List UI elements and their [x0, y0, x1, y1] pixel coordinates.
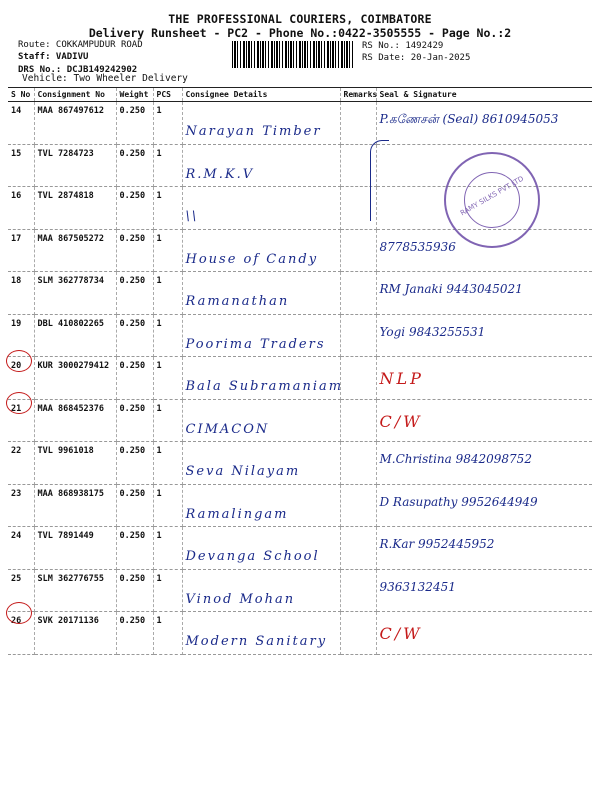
cell-pcs: 1 [153, 187, 182, 230]
route-info [18, 40, 143, 77]
cell-sno: 16 [8, 187, 34, 230]
handwritten-consignee: \\ [185, 209, 199, 224]
handwritten-signature: R.Kar 9952445952 [379, 537, 495, 551]
cell-remarks [340, 102, 376, 145]
page-subtitle: Delivery Runsheet - PC2 - Phone No.:0422-3505555 - Page No.:2 [88, 26, 512, 40]
vehicle-text: Vehicle: Two Wheeler Delivery [22, 73, 188, 84]
cell-weight: 0.250 [116, 399, 153, 442]
table-row [8, 527, 592, 570]
handwritten-consignee: R.M.K.V [185, 166, 255, 182]
cell-consignment: TVL 7891449 [34, 527, 116, 570]
cell-remarks [340, 229, 376, 272]
handwritten-signature: RM Janaki 9443045021 [379, 282, 523, 296]
cell-consignee [182, 102, 340, 145]
cell-consignment: MAA 867505272 [34, 229, 116, 272]
cell-weight: 0.250 [116, 357, 153, 400]
cell-remarks [340, 569, 376, 612]
cell-weight: 0.250 [116, 272, 153, 315]
table-row [8, 272, 592, 315]
cell-seal [376, 272, 592, 315]
cell-weight: 0.250 [116, 187, 153, 230]
cell-sno: 14 [8, 102, 34, 145]
cell-sno: 23 [8, 484, 34, 527]
handwritten-signature: 9363132451 [379, 579, 456, 594]
page-title: THE PROFESSIONAL COURIERS, COIMBATORE [168, 12, 432, 26]
cell-pcs: 1 [153, 229, 182, 272]
cell-consignment: SVK 20171136 [34, 612, 116, 655]
cell-weight: 0.250 [116, 612, 153, 655]
cell-weight: 0.250 [116, 144, 153, 187]
cell-pcs: 1 [153, 314, 182, 357]
cell-consignee [182, 612, 340, 655]
cell-seal [376, 357, 592, 400]
company-seal [444, 152, 540, 248]
cell-weight: 0.250 [116, 102, 153, 145]
cell-consignee [182, 272, 340, 315]
cell-consignment: KUR 3000279412 [34, 357, 116, 400]
drs-text: DRS No.: DCJB149242902 [18, 65, 138, 75]
handwritten-consignee: Bala Subramaniam [185, 379, 344, 394]
handwritten-consignee: House of Candy [185, 251, 319, 267]
handwritten-consignee: Seva Nilayam [185, 464, 301, 479]
red-circle-mark [6, 350, 32, 372]
cell-pcs: 1 [153, 442, 182, 485]
barcode [232, 41, 354, 68]
cell-weight: 0.250 [116, 484, 153, 527]
handwritten-signature: C/W [379, 411, 423, 431]
cell-consignee [182, 187, 340, 230]
table-row [8, 569, 592, 612]
header-weight: Weight [116, 88, 153, 102]
handwritten-signature: M.Christina 9842098752 [379, 452, 532, 466]
cell-sno: 18 [8, 272, 34, 315]
cell-pcs: 1 [153, 612, 182, 655]
cell-sno: 25 [8, 569, 34, 612]
header-pcs: PCS [153, 88, 182, 102]
cell-sno: 15 [8, 144, 34, 187]
handwritten-signature: C/W [379, 624, 423, 643]
cell-seal [376, 442, 592, 485]
red-circle-mark [6, 392, 32, 414]
cell-seal [376, 484, 592, 527]
header-sno: S No [8, 88, 34, 102]
cell-sno: 17 [8, 229, 34, 272]
rs-date: RS Date: 20-Jan-2025 [362, 53, 471, 63]
cell-sno: 22 [8, 442, 34, 485]
cell-pcs: 1 [153, 144, 182, 187]
handwritten-consignee: Ramanathan [185, 294, 290, 309]
cell-sno: 21 [8, 399, 34, 442]
handwritten-consignee: Poorima Traders [185, 336, 326, 352]
cell-pcs: 1 [153, 527, 182, 570]
cell-remarks [340, 527, 376, 570]
cell-remarks [340, 399, 376, 442]
cell-consignee [182, 442, 340, 485]
cell-consignee [182, 399, 340, 442]
bracket-mark [370, 140, 389, 221]
handwritten-consignee: CIMACON [185, 421, 270, 437]
handwritten-signature: D Rasupathy 9952644949 [379, 494, 538, 509]
handwritten-consignee: Narayan Timber [185, 124, 322, 139]
table-row [8, 357, 592, 400]
cell-consignee [182, 527, 340, 570]
table-row [8, 314, 592, 357]
cell-consignee [182, 484, 340, 527]
cell-pcs: 1 [153, 399, 182, 442]
table-row [8, 102, 592, 145]
cell-consignment: MAA 867497612 [34, 102, 116, 145]
cell-consignment: DBL 410802265 [34, 314, 116, 357]
cell-seal [376, 612, 592, 655]
cell-seal [376, 569, 592, 612]
cell-consignment: TVL 9961018 [34, 442, 116, 485]
cell-remarks [340, 442, 376, 485]
cell-sno: 26 [8, 612, 34, 655]
cell-seal [376, 314, 592, 357]
handwritten-consignee: Ramalingam [185, 506, 289, 522]
cell-sno: 24 [8, 527, 34, 570]
cell-consignment: MAA 868938175 [34, 484, 116, 527]
seal-text: RAMY SILKS PVT LTD [458, 174, 526, 218]
cell-consignment: TVL 7284723 [34, 144, 116, 187]
staff-text: Staff: VADIVU [18, 51, 89, 62]
cell-weight: 0.250 [116, 229, 153, 272]
cell-weight: 0.250 [116, 527, 153, 570]
handwritten-consignee: Devanga School [185, 549, 320, 564]
table-row [8, 484, 592, 527]
handwritten-signature: Yogi 9843255531 [379, 324, 486, 339]
handwritten-consignee: Modern Sanitary [185, 634, 328, 649]
table-row [8, 442, 592, 485]
cell-seal [376, 527, 592, 570]
cell-remarks [340, 612, 376, 655]
table-header-row [8, 88, 592, 102]
cell-consignee [182, 357, 344, 400]
handwritten-signature: P.கணேசன் (Seal) 8610945053 [379, 112, 559, 126]
cell-pcs: 1 [153, 272, 182, 315]
cell-consignee [182, 569, 340, 612]
cell-remarks [340, 272, 376, 315]
cell-pcs: 1 [153, 357, 182, 400]
cell-weight: 0.250 [116, 569, 153, 612]
cell-pcs: 1 [153, 484, 182, 527]
handwritten-signature: 8778535936 [379, 239, 456, 254]
header-consignment: Consignment No [34, 88, 116, 102]
header-seal: Seal & Signature [376, 88, 592, 102]
cell-remarks [340, 314, 376, 357]
cell-sno: 19 [8, 314, 34, 357]
cell-seal [376, 102, 592, 145]
cell-seal [376, 399, 592, 442]
cell-sno: 20 [8, 357, 34, 400]
cell-weight: 0.250 [116, 314, 153, 357]
table-row [8, 399, 592, 442]
cell-consignment: SLM 362778734 [34, 272, 116, 315]
rs-number: RS No.: 1492429 [362, 41, 444, 51]
cell-pcs: 1 [153, 102, 182, 145]
handwritten-consignee: Vinod Mohan [185, 591, 296, 607]
cell-pcs: 1 [153, 569, 182, 612]
cell-remarks [340, 357, 376, 400]
cell-weight: 0.250 [116, 442, 153, 485]
table-row [8, 612, 592, 655]
cell-consignee [182, 314, 340, 357]
header-remarks: Remarks [340, 88, 376, 102]
cell-consignment: MAA 868452376 [34, 399, 116, 442]
cell-consignment: SLM 362776755 [34, 569, 116, 612]
red-circle-mark [6, 602, 32, 624]
handwritten-signature: NLP [379, 369, 424, 388]
rs-info [362, 40, 470, 64]
header-consignee: Consignee Details [182, 88, 340, 102]
cell-consignment: TVL 2874818 [34, 187, 116, 230]
cell-consignee [182, 229, 340, 272]
route-text: Route: COKKAMPUDUR ROAD [18, 40, 143, 50]
cell-consignee [182, 144, 340, 187]
cell-remarks [340, 484, 376, 527]
